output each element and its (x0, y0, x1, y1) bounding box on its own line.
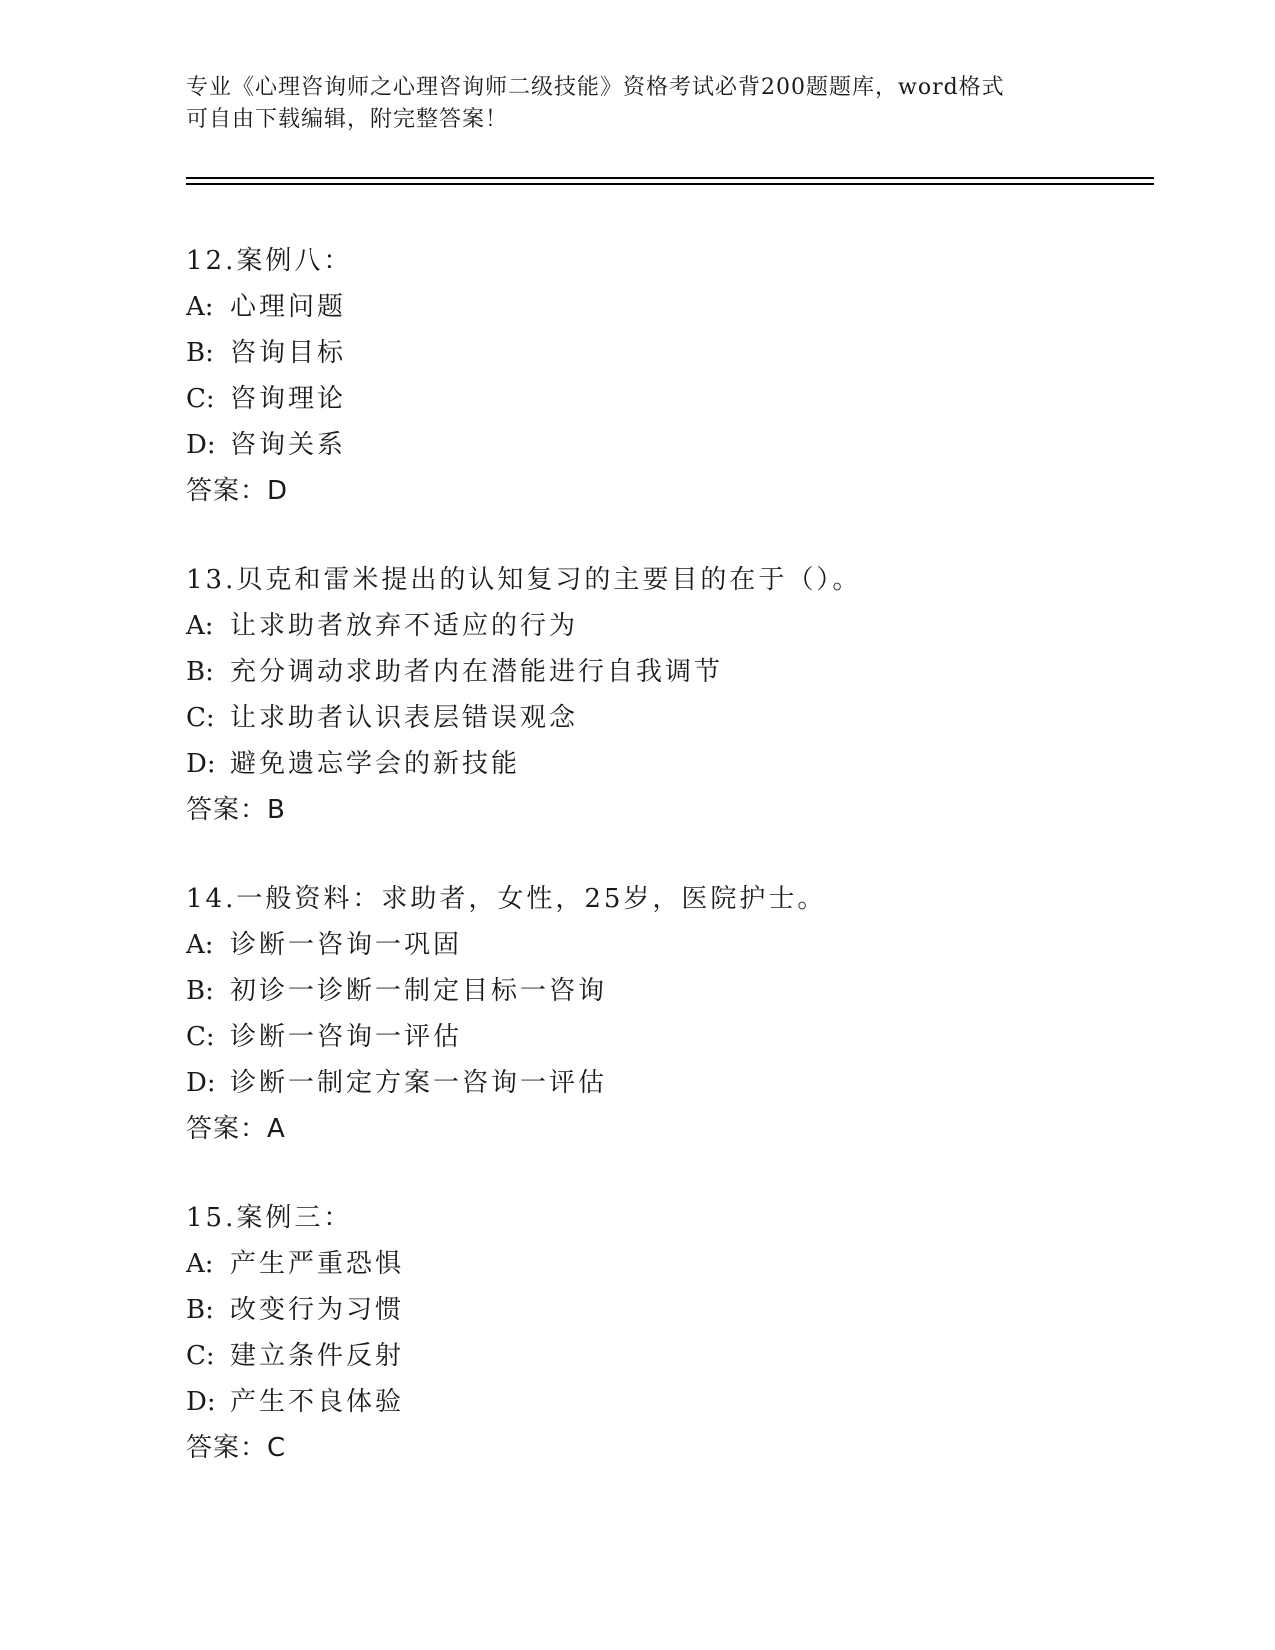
option-text: 诊断一咨询一巩固 (230, 930, 463, 960)
option-text: 咨询理论 (230, 384, 347, 414)
option-text: 诊断一咨询一评估 (230, 1022, 463, 1052)
option-letter: D: (186, 1068, 216, 1098)
option-text: 产生严重恐惧 (230, 1249, 405, 1279)
option-c (186, 376, 1146, 422)
option-a (186, 1241, 1146, 1287)
option-c (186, 695, 1146, 741)
option-text: 让求助者放弃不适应的行为 (230, 611, 579, 641)
question-block (186, 238, 1146, 514)
option-text: 心理问题 (230, 292, 347, 322)
option-d (186, 422, 1146, 468)
option-text: 建立条件反射 (230, 1341, 405, 1371)
option-text: 产生不良体验 (230, 1387, 405, 1417)
option-letter: A: (186, 1249, 214, 1279)
option-letter: B: (186, 1295, 214, 1325)
question-block (186, 557, 1146, 833)
answer-line: 答案：C (186, 1433, 287, 1463)
question-block (186, 1195, 1146, 1471)
option-text: 初诊一诊断一制定目标一咨询 (230, 976, 608, 1006)
option-d (186, 741, 1146, 787)
option-c (186, 1333, 1146, 1379)
option-d (186, 1379, 1146, 1425)
question-stem: 15.案例三： (186, 1203, 353, 1233)
document-header (186, 72, 1086, 136)
answer-line: 答案：D (186, 476, 289, 506)
option-text: 充分调动求助者内在潜能进行自我调节 (230, 657, 724, 687)
option-letter: B: (186, 657, 214, 687)
option-letter: C: (186, 384, 215, 414)
header-divider-bottom (186, 183, 1154, 185)
option-letter: C: (186, 1341, 215, 1371)
option-text: 咨询目标 (230, 338, 347, 368)
answer-line: 答案：A (186, 1114, 286, 1144)
option-letter: D: (186, 1387, 216, 1417)
option-text: 咨询关系 (230, 430, 347, 460)
option-letter: D: (186, 749, 216, 779)
option-d (186, 1060, 1146, 1106)
option-a (186, 603, 1146, 649)
question-stem: 14.一般资料：求助者，女性，25岁，医院护士。 (186, 884, 827, 914)
option-letter: A: (186, 611, 214, 641)
header-divider-top (186, 177, 1154, 179)
option-letter: B: (186, 976, 214, 1006)
answer-line: 答案：B (186, 795, 286, 825)
option-b (186, 330, 1146, 376)
option-letter: A: (186, 930, 214, 960)
question-block (186, 876, 1146, 1152)
option-letter: C: (186, 1022, 215, 1052)
option-b (186, 968, 1146, 1014)
option-b (186, 649, 1146, 695)
option-letter: B: (186, 338, 214, 368)
header-line-1: 专业《心理咨询师之心理咨询师二级技能》资格考试必背200题题库，word格式 (186, 75, 1005, 100)
option-letter: A: (186, 292, 214, 322)
option-text: 诊断一制定方案一咨询一评估 (230, 1068, 608, 1098)
question-stem: 12.案例八： (186, 246, 353, 276)
option-text: 让求助者认识表层错误观念 (230, 703, 579, 733)
question-stem: 13.贝克和雷米提出的认知复习的主要目的在于（）。 (186, 565, 862, 595)
option-text: 改变行为习惯 (230, 1295, 405, 1325)
option-a (186, 284, 1146, 330)
option-c (186, 1014, 1146, 1060)
option-b (186, 1287, 1146, 1333)
option-a (186, 922, 1146, 968)
header-line-2: 可自由下载编辑，附完整答案！ (186, 107, 509, 132)
option-letter: D: (186, 430, 216, 460)
option-letter: C: (186, 703, 215, 733)
option-text: 避免遗忘学会的新技能 (230, 749, 521, 779)
